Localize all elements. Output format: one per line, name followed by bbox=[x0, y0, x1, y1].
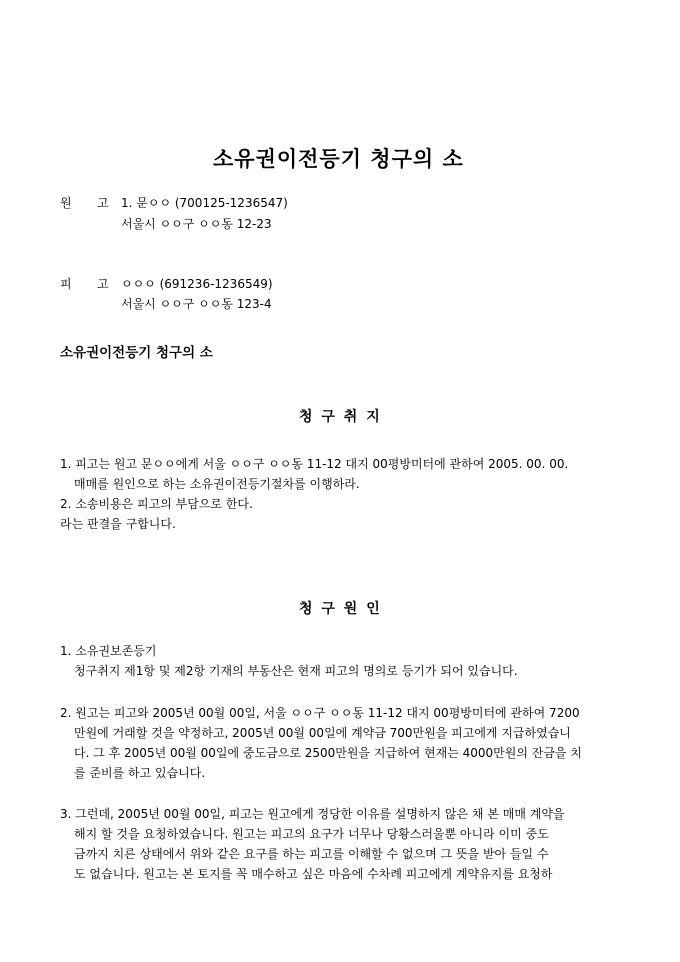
plaintiff-label-char-2: 고 bbox=[97, 196, 109, 210]
claim-purpose-line: 라는 판결을 구합니다. bbox=[60, 517, 176, 531]
defendant-label-char-1: 피 bbox=[60, 277, 72, 291]
claim-cause-item-3-line: 금까지 치른 상태에서 위와 같은 요구를 하는 피고를 이해할 수 없으며 그 뜻을 받아 들일 수 bbox=[74, 847, 549, 861]
plaintiff-name-id: 1. 문ㅇㅇ (700125-1236547) bbox=[121, 196, 288, 210]
claim-cause-heading: 청 구 원 인 bbox=[299, 601, 380, 617]
plaintiff-address: 서울시 ㅇㅇ구 ㅇㅇ동 12-23 bbox=[121, 217, 272, 231]
claim-cause-item-3-line: 3. 그런데, 2005년 00월 00일, 피고는 원고에게 정당한 이유를 설명하지 않은 채 본 매매 계약을 bbox=[60, 807, 565, 821]
claim-purpose-line: 2. 소송비용은 피고의 부담으로 한다. bbox=[60, 497, 253, 511]
defendant-name-id: ㅇㅇㅇ (691236-1236549) bbox=[121, 277, 273, 291]
defendant-address: 서울시 ㅇㅇ구 ㅇㅇ동 123-4 bbox=[121, 297, 272, 311]
claim-cause-item-2-line: 를 준비를 하고 있습니다. bbox=[74, 766, 206, 780]
claim-cause-item-2-line: 2. 원고는 피고와 2005년 00월 00일, 서울 ㅇㅇ구 ㅇㅇ동 11-12 대지 00평방미터에 관하여 7200 bbox=[60, 706, 580, 720]
claim-purpose-line: 1. 피고는 원고 문ㅇㅇ에게 서울 ㅇㅇ구 ㅇㅇ동 11-12 대지 00평방미터에 관하여 2005. 00. 00. bbox=[60, 457, 569, 471]
case-subject: 소유권이전등기 청구의 소 bbox=[60, 345, 213, 361]
plaintiff-label-char-1: 원 bbox=[60, 196, 72, 210]
claim-cause-item-2-line: 만원에 거래할 것을 약정하고, 2005년 00월 00일에 계약금 700만원을 피고에게 지급하였습니 bbox=[74, 726, 571, 740]
claim-cause-item-1-line: 1. 소유권보존등기 bbox=[60, 644, 157, 658]
claim-cause-item-3-line: 해지 할 것을 요청하였습니다. 원고는 피고의 요구가 너무나 당황스러울뿐 아니라 이미 중도 bbox=[74, 827, 549, 841]
claim-purpose-line: 매매를 원인으로 하는 소유권이전등기절차를 이행하라. bbox=[74, 477, 360, 491]
claim-cause-item-1-line: 청구취지 제1항 및 제2항 기재의 부동산은 현재 피고의 명의로 등기가 되어 있습니다. bbox=[74, 664, 518, 678]
defendant-label-char-2: 고 bbox=[97, 277, 109, 291]
document-title: 소유권이전등기 청구의 소 bbox=[213, 146, 464, 171]
claim-cause-item-2-line: 다. 그 후 2005년 00월 00일에 중도금으로 2500만원을 지급하여 현재는 4000만원의 잔금을 치 bbox=[74, 746, 582, 760]
claim-purpose-heading: 청 구 취 지 bbox=[299, 409, 380, 425]
claim-cause-item-3-line: 도 없습니다. 원고는 본 토지를 꼭 매수하고 싶은 마음에 수차례 피고에게 계약유지를 요청하 bbox=[74, 867, 553, 881]
